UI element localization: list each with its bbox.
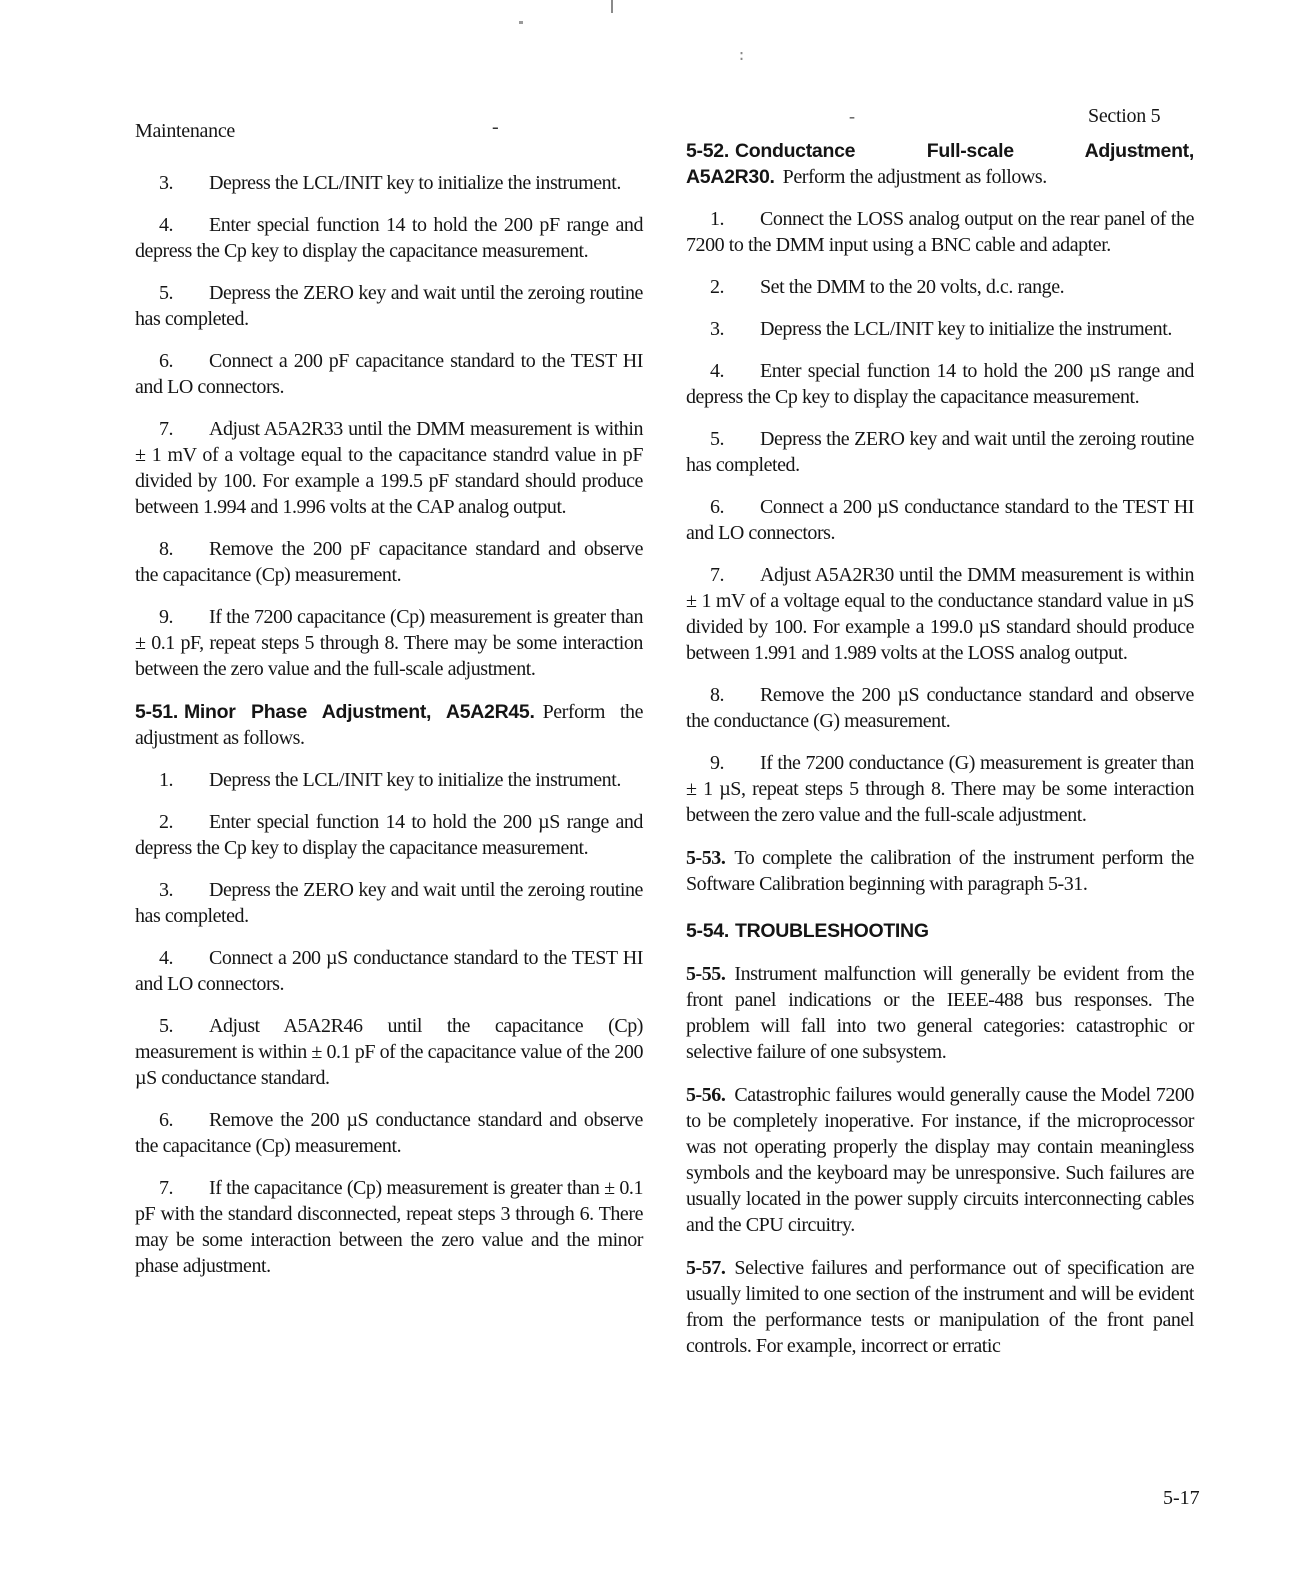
paragraph-number: 5-53. bbox=[686, 847, 726, 869]
step bbox=[686, 426, 1194, 478]
step-text: Remove the 200 pF capacitance standard and observe the capacitance (Cp) measurement. bbox=[135, 538, 643, 586]
step bbox=[135, 416, 643, 520]
right-column bbox=[686, 138, 1194, 1359]
step-text: Depress the LCL/INIT key to initialize the instrument. bbox=[760, 318, 1172, 340]
step bbox=[686, 316, 1194, 342]
step-text: Connect a 200 pF capacitance standard to the TEST HI and LO connectors. bbox=[135, 350, 643, 398]
paragraph-5-57 bbox=[686, 1255, 1194, 1359]
step bbox=[135, 945, 643, 997]
step-number: 6. bbox=[159, 350, 174, 372]
step-number: 3. bbox=[159, 879, 174, 901]
step-text: If the 7200 conductance (G) measurement is greater than ± 1 µS, repeat steps 5 through 8. There may be some interaction between the zero value and the full-scale adjustment. bbox=[686, 752, 1194, 826]
paragraph-5-53 bbox=[686, 845, 1194, 897]
step-number: 5. bbox=[159, 282, 174, 304]
scan-artifact-dot bbox=[519, 21, 523, 24]
step bbox=[135, 348, 643, 400]
steps-top-list bbox=[135, 170, 643, 682]
left-column bbox=[135, 154, 643, 1279]
step bbox=[135, 604, 643, 682]
step-number: 7. bbox=[710, 564, 725, 586]
step-number: 7. bbox=[159, 1177, 174, 1199]
step-number: 1. bbox=[159, 769, 174, 791]
step-text: Adjust A5A2R30 until the DMM measurement is within ± 1 mV of a voltage equal to the conductance standard value in µS divided by 100. For example a 199.0 µS standard should produce between 1.991 and 1.989 volts at the LOSS analog output. bbox=[686, 564, 1194, 664]
step bbox=[135, 1107, 643, 1159]
step bbox=[686, 358, 1194, 410]
step bbox=[135, 1175, 643, 1279]
step-number: 7. bbox=[159, 418, 174, 440]
paragraph-text: Catastrophic failures would generally cause the Model 7200 to be completely inoperative. For instance, if the microprocessor was not operating properly the display may contain meaningless symbols and the keyboard may be unresponsive. Such failures are usually located in the power supply circuits interconnecting cables and the CPU circuitry. bbox=[686, 1084, 1194, 1236]
step-text: Adjust A5A2R46 until the capacitance (Cp) measurement is within ± 0.1 pF of the capacitance value of the 200 µS conductance standard. bbox=[135, 1015, 643, 1089]
section-number: 5-54. bbox=[686, 920, 729, 942]
step-text: Remove the 200 µS conductance standard and observe the conductance (G) measurement. bbox=[686, 684, 1194, 732]
step-text: Depress the LCL/INIT key to initialize the instrument. bbox=[209, 172, 621, 194]
step-text: If the capacitance (Cp) measurement is greater than ± 0.1 pF with the standard disconnected, repeat steps 3 through 6. There may be some interaction between the zero value and the minor phase adjustment. bbox=[135, 1177, 643, 1277]
step-text: Remove the 200 µS conductance standard and observe the capacitance (Cp) measurement. bbox=[135, 1109, 643, 1157]
scan-artifact-dash-left: - bbox=[492, 116, 499, 138]
scan-artifact-tick bbox=[611, 0, 613, 13]
step-number: 2. bbox=[159, 811, 174, 833]
section-heading-5-54 bbox=[686, 918, 1194, 944]
step-number: 3. bbox=[159, 172, 174, 194]
step-text: Depress the ZERO key and wait until the zeroing routine has completed. bbox=[135, 879, 643, 927]
step-text: Connect the LOSS analog output on the rear panel of the 7200 to the DMM input using a BNC cable and adapter. bbox=[686, 208, 1194, 256]
step-text: Adjust A5A2R33 until the DMM measurement is within ± 1 mV of a voltage equal to the capacitance standrd value in pF divided by 100. For example a 199.5 pF standard should produce between 1.994 and 1.996 volts at the CAP analog output. bbox=[135, 418, 643, 518]
step-number: 6. bbox=[710, 496, 725, 518]
step bbox=[135, 1013, 643, 1091]
step bbox=[686, 274, 1194, 300]
step bbox=[135, 536, 643, 588]
paragraph-text: Instrument malfunction will generally be evident from the front panel indications or the IEEE-488 bus responses. The problem will fall into two general categories: catastrophic or selective failure of one subsystem. bbox=[686, 963, 1194, 1063]
paragraph-text: Selective failures and performance out of specification are usually limited to one section of the instrument and will be evident from the performance tests or manipulation of the front panel controls. For example, incorrect or erratic bbox=[686, 1257, 1194, 1357]
step-number: 4. bbox=[159, 214, 174, 236]
section-title: TROUBLESHOOTING bbox=[734, 920, 929, 942]
step-number: 8. bbox=[159, 538, 174, 560]
step bbox=[686, 682, 1194, 734]
step bbox=[686, 206, 1194, 258]
step-number: 5. bbox=[710, 428, 725, 450]
paragraph-5-56 bbox=[686, 1082, 1194, 1238]
step bbox=[135, 212, 643, 264]
section-number: 5-51. bbox=[135, 701, 178, 723]
section-heading-5-52 bbox=[686, 138, 1194, 190]
scan-artifact-colon: : bbox=[737, 46, 747, 64]
step-text: Connect a 200 µS conductance standard to the TEST HI and LO connectors. bbox=[135, 947, 643, 995]
step bbox=[686, 494, 1194, 546]
step-text: Depress the LCL/INIT key to initialize the instrument. bbox=[209, 769, 621, 791]
section-number: 5-52. bbox=[686, 140, 729, 162]
step-number: 6. bbox=[159, 1109, 174, 1131]
step bbox=[135, 767, 643, 793]
running-header-left: Maintenance bbox=[135, 120, 235, 142]
page-number: 5-17 bbox=[1163, 1487, 1200, 1509]
paragraph-number: 5-56. bbox=[686, 1084, 726, 1106]
step bbox=[686, 562, 1194, 666]
steps-list bbox=[686, 206, 1194, 828]
step-text: Set the DMM to the 20 volts, d.c. range. bbox=[760, 276, 1065, 298]
scan-artifact-dash-right: - bbox=[849, 106, 855, 126]
section-title: Conductance Full-scale Adjustment, A5A2R30. bbox=[686, 140, 1194, 188]
section-title: Minor Phase Adjustment, A5A2R45. bbox=[183, 701, 535, 723]
paragraph-text: To complete the calibration of the instrument perform the Software Calibration beginning with paragraph 5-31. bbox=[686, 847, 1194, 895]
step-number: 4. bbox=[710, 360, 725, 382]
step-text: If the 7200 capacitance (Cp) measurement is greater than ± 0.1 pF, repeat steps 5 through 8. There may be some interaction between the zero value and the full-scale adjustment. bbox=[135, 606, 643, 680]
section-heading-5-51 bbox=[135, 699, 643, 751]
step-text: Enter special function 14 to hold the 200 pF range and depress the Cp key to display the capacitance measurement. bbox=[135, 214, 643, 262]
step-text: Enter special function 14 to hold the 200 µS range and depress the Cp key to display the capacitance measurement. bbox=[135, 811, 643, 859]
step-text: Enter special function 14 to hold the 200 µS range and depress the Cp key to display the capacitance measurement. bbox=[686, 360, 1194, 408]
paragraph-5-55 bbox=[686, 961, 1194, 1065]
running-header-right: Section 5 bbox=[1088, 105, 1161, 127]
section-lead: Perform the adjustment as follows. bbox=[782, 166, 1047, 188]
step bbox=[135, 170, 643, 196]
step-number: 5. bbox=[159, 1015, 174, 1037]
step-number: 4. bbox=[159, 947, 174, 969]
step-number: 9. bbox=[710, 752, 725, 774]
step bbox=[686, 750, 1194, 828]
step bbox=[135, 809, 643, 861]
step-number: 3. bbox=[710, 318, 725, 340]
step bbox=[135, 280, 643, 332]
steps-bottom-list bbox=[135, 767, 643, 1279]
step-text: Connect a 200 µS conductance standard to the TEST HI and LO connectors. bbox=[686, 496, 1194, 544]
step-number: 9. bbox=[159, 606, 174, 628]
section-lead: Perform the adjustment as follows. bbox=[135, 701, 643, 749]
step-number: 8. bbox=[710, 684, 725, 706]
step-text: Depress the ZERO key and wait until the zeroing routine has completed. bbox=[686, 428, 1194, 476]
step bbox=[135, 877, 643, 929]
paragraph-number: 5-57. bbox=[686, 1257, 726, 1279]
step-number: 1. bbox=[710, 208, 725, 230]
step-text: Depress the ZERO key and wait until the zeroing routine has completed. bbox=[135, 282, 643, 330]
paragraph-number: 5-55. bbox=[686, 963, 726, 985]
step-number: 2. bbox=[710, 276, 725, 298]
